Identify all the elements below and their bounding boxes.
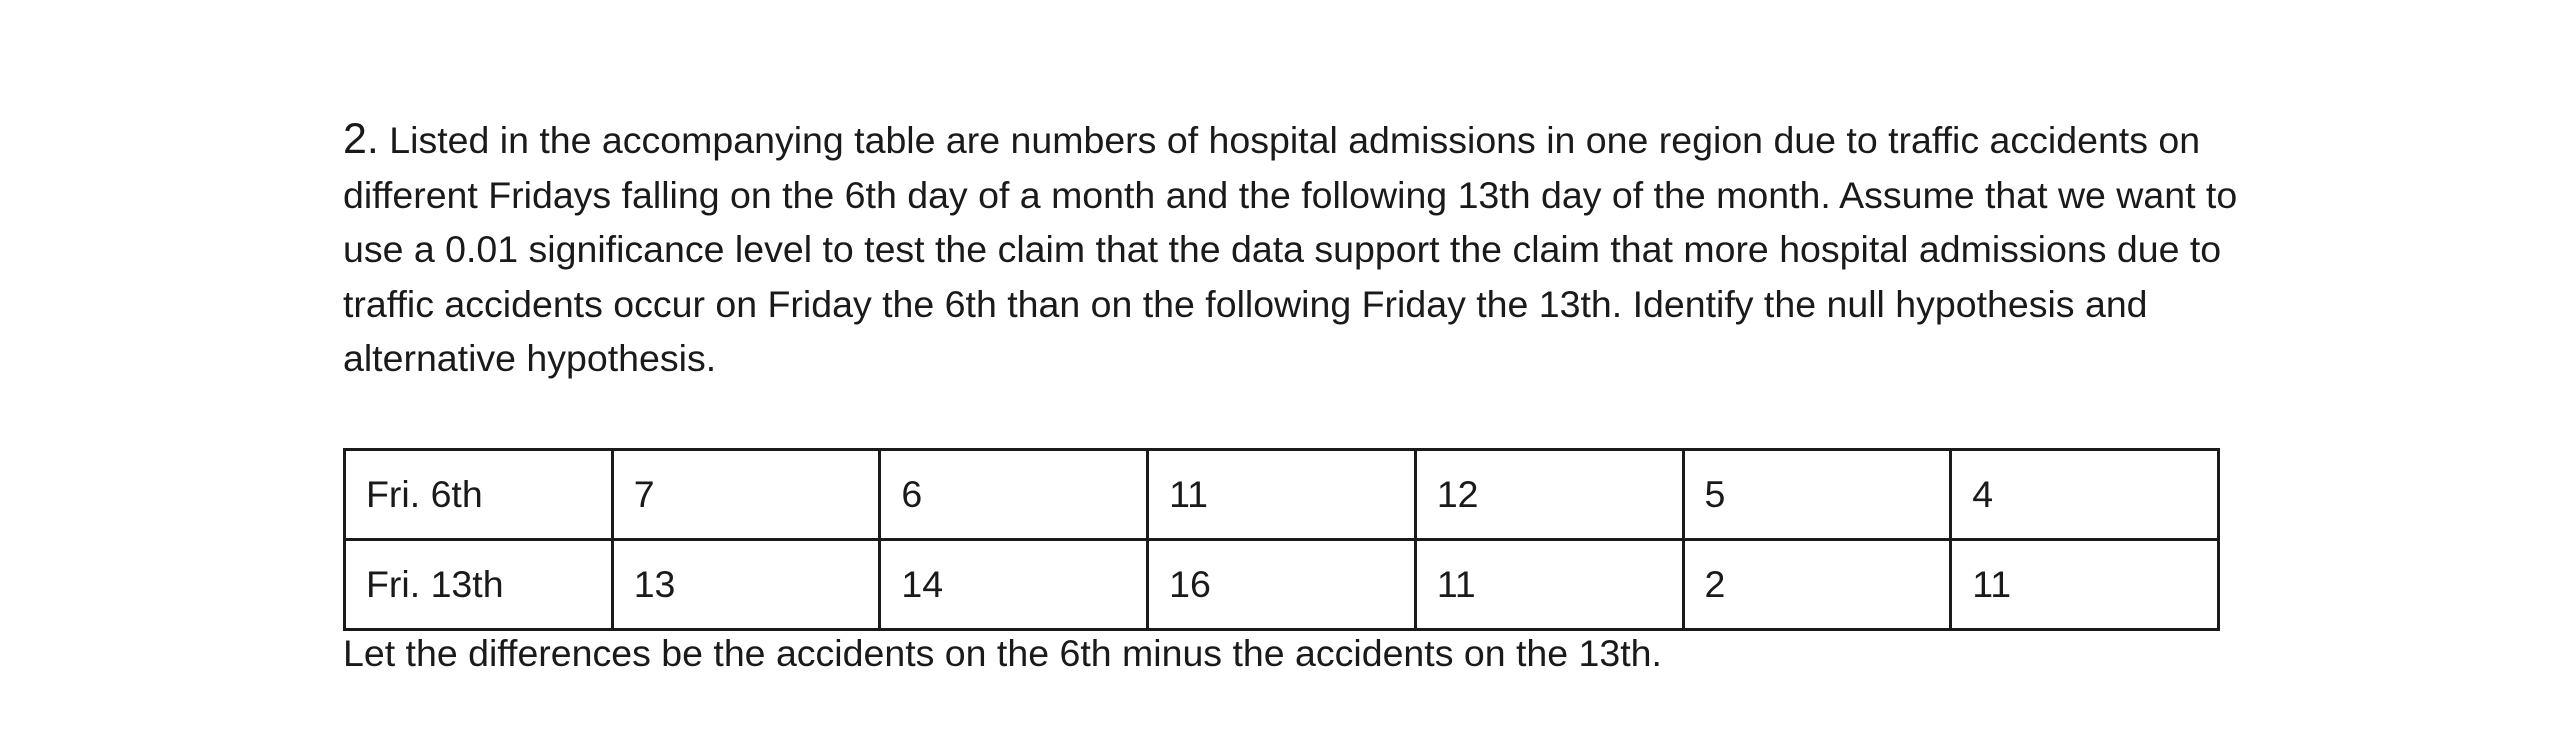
- table-cell: 11: [1951, 540, 2219, 630]
- problem-text: Listed in the accompanying table are numbers of hospital admissions in one region due to traffic accidents on different Fridays falling on the 6th day of a month and the following 13th day of the month. Assume that we want to use a 0.01 significance level to test the claim that the data support the claim that more hospital admissions due to traffic accidents occur on Friday the 6th than on the following Friday the 13th. Identify the null hypothesis and alternative hypothesis.: [343, 119, 2238, 379]
- problem-number: 2.: [343, 115, 379, 163]
- table-cell: 11: [1148, 450, 1416, 540]
- table-cell: 14: [880, 540, 1148, 630]
- table-row-fri-13th: [345, 540, 2219, 630]
- table-row-fri-6th: [345, 450, 2219, 540]
- table-cell: 11: [1415, 540, 1683, 630]
- table-cell: 7: [612, 450, 880, 540]
- table-cell: 12: [1415, 450, 1683, 540]
- table-cell: 6: [880, 450, 1148, 540]
- problem-statement: [343, 112, 2243, 386]
- row-label: Fri. 6th: [345, 450, 613, 540]
- table-cell: 2: [1683, 540, 1951, 630]
- table-cell: 16: [1148, 540, 1416, 630]
- differences-note: Let the differences be the accidents on the 6th minus the accidents on the 13th.: [343, 632, 1662, 674]
- table-cell: 13: [612, 540, 880, 630]
- table-cell: 5: [1683, 450, 1951, 540]
- table-cell: 4: [1951, 450, 2219, 540]
- row-label: Fri. 13th: [345, 540, 613, 630]
- admissions-table: [343, 448, 2220, 631]
